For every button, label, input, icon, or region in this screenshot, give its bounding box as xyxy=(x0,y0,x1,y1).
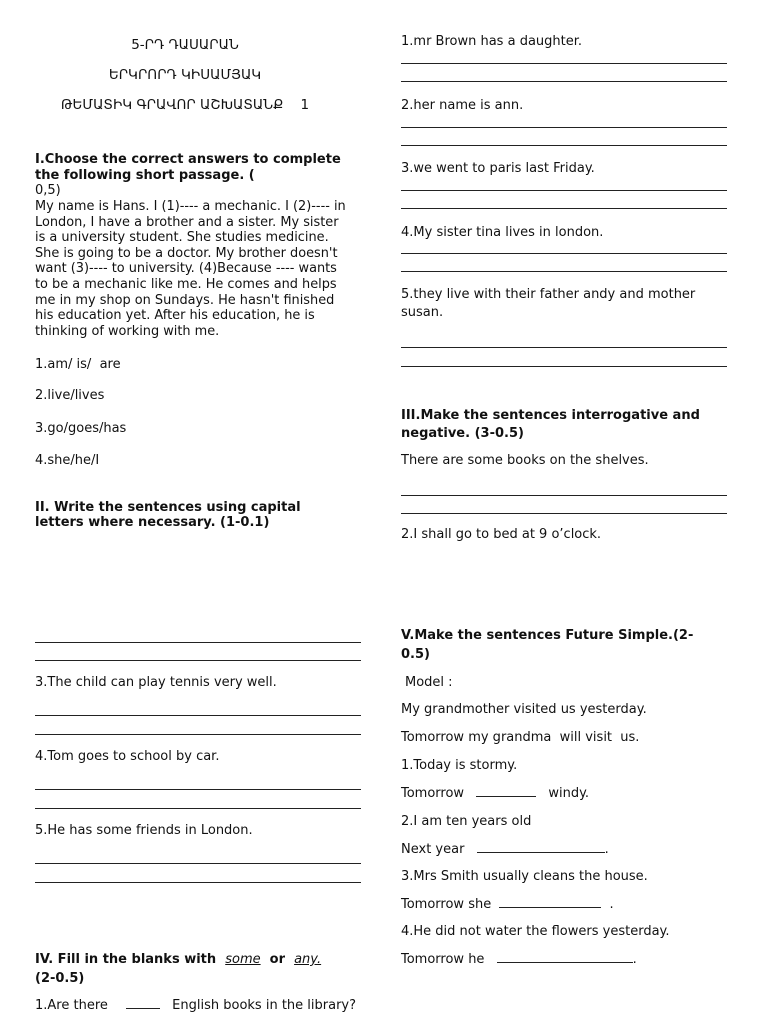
option-2: 2.live/lives xyxy=(35,388,105,403)
model-example-2: Tomorrow my grandma will visit us. xyxy=(401,730,640,745)
answer-line[interactable] xyxy=(401,366,727,367)
a3-prefix: Tomorrow she xyxy=(401,897,492,912)
answer-line[interactable] xyxy=(401,81,727,82)
section5-title-line1: V.Make the sentences Future Simple.(2- xyxy=(401,628,694,643)
section3-title-line2: negative. (3-0.5) xyxy=(401,426,524,441)
section2-item-1: 1.mr Brown has a daughter. xyxy=(401,34,583,49)
section5-q4: 4.He did not water the flowers yesterday. xyxy=(401,924,670,939)
word-any: any. xyxy=(294,952,322,967)
section3-item-2: 2.I shall go to bed at 9 o’clock. xyxy=(401,527,602,542)
a2-prefix: Next year xyxy=(401,842,465,857)
answer-line[interactable] xyxy=(401,271,727,272)
answer-line[interactable] xyxy=(401,495,727,496)
answer-line[interactable] xyxy=(35,734,361,735)
answer-line[interactable] xyxy=(35,789,361,790)
section4-title xyxy=(35,952,335,967)
passage-line: London, I have a brother and a sister. My sister xyxy=(35,214,339,230)
section5-a2 xyxy=(401,842,609,857)
section4-points: (2-0.5) xyxy=(35,971,85,986)
header-grade: 5-ՐԴ ԴԱՍԱՐԱՆ xyxy=(131,37,239,53)
a1-prefix: Tomorrow xyxy=(401,786,465,801)
section5-q1: 1.Today is stormy. xyxy=(401,758,518,773)
word-or: or xyxy=(269,952,286,967)
option-4: 4.she/he/I xyxy=(35,453,100,468)
answer-line[interactable] xyxy=(401,190,727,191)
passage-line: to be a mechanic like me. He comes and helps xyxy=(35,276,337,292)
answer-line[interactable] xyxy=(35,642,361,643)
answer-line[interactable] xyxy=(35,808,361,809)
answer-line[interactable] xyxy=(401,127,727,128)
section3-item-1: There are some books on the shelves. xyxy=(401,453,649,468)
passage-line: me in my shop on Sundays. He hasn't finished xyxy=(35,292,335,308)
answer-line[interactable] xyxy=(401,347,727,348)
section2-item-4: 4.Tom goes to school by car. xyxy=(35,749,220,764)
word-some: some xyxy=(225,952,261,967)
passage-line: She is going to be a doctor. My brother doesn't xyxy=(35,245,338,261)
section5-q2: 2.I am ten years old xyxy=(401,814,532,829)
section3-title-line1: III.Make the sentences interrogative and xyxy=(401,408,700,423)
section5-a3 xyxy=(401,897,614,912)
passage-line: want (3)---- to university. (4)Because ---- wants xyxy=(35,261,337,277)
answer-line[interactable] xyxy=(401,145,727,146)
section2-title-line1: II. Write the sentences using capital xyxy=(35,500,301,515)
section2-item-3: 3.The child can play tennis very well. xyxy=(35,675,277,690)
model-label: Model : xyxy=(405,675,453,690)
fill-blank[interactable] xyxy=(497,952,633,963)
passage-line: My name is Hans. I (1)---- a mechanic. I (2)---- in xyxy=(35,199,346,214)
section5-a1 xyxy=(401,786,589,801)
answer-line[interactable] xyxy=(401,513,727,514)
a4-prefix: Tomorrow he xyxy=(401,952,485,967)
section1-title-line1: I.Choose the correct answers to complete xyxy=(35,152,341,167)
section2-item-5: 5.He has some friends in London. xyxy=(35,823,253,838)
passage-line: is a university student. She studies medicine. xyxy=(35,230,329,246)
a4-suffix: . xyxy=(632,952,637,967)
section2-item-5r: 5.they live with their father andy and mother xyxy=(401,287,696,302)
option-1: 1.am/ is/ are xyxy=(35,357,121,372)
section1-points: 0,5) xyxy=(35,183,61,198)
fill-blank[interactable] xyxy=(477,842,605,853)
fill-blank[interactable] xyxy=(476,786,536,797)
section5-a4 xyxy=(401,952,637,967)
section2-item-3r: 3.we went to paris last Friday. xyxy=(401,161,595,176)
item1-part-a: 1.Are there xyxy=(35,998,108,1013)
section2-item-5r-cont: susan. xyxy=(401,305,444,320)
fill-blank[interactable] xyxy=(499,897,601,908)
section1-passage xyxy=(35,199,365,339)
section5-q3: 3.Mrs Smith usually cleans the house. xyxy=(401,869,648,884)
model-example-1: My grandmother visited us yesterday. xyxy=(401,702,647,717)
answer-line[interactable] xyxy=(401,63,727,64)
item1-part-b: English books in the library? xyxy=(172,998,357,1013)
a1-suffix: windy. xyxy=(548,786,590,801)
answer-line[interactable] xyxy=(401,253,727,254)
answer-line[interactable] xyxy=(35,882,361,883)
option-3: 3.go/goes/has xyxy=(35,421,127,436)
answer-line[interactable] xyxy=(35,863,361,864)
passage-line: thinking of working with me. xyxy=(35,323,220,339)
section2-item-2: 2.her name is ann. xyxy=(401,98,524,113)
section4-item-1 xyxy=(35,998,356,1013)
answer-line[interactable] xyxy=(35,660,361,661)
section1-title-line2: the following short passage. ( xyxy=(35,168,255,183)
section4-title-prefix: IV. Fill in the blanks with xyxy=(35,952,217,967)
fill-blank[interactable] xyxy=(126,998,160,1009)
answer-line[interactable] xyxy=(35,715,361,716)
header-title: ԹԵՄԱՏԻԿ ԳՐԱՎՈՐ ԱՇԽԱՏԱՆՔ 1 xyxy=(60,97,310,113)
passage-line: his education yet. After his education, he is xyxy=(35,308,315,324)
header-semester: ԵՐԿՐՈՐԴ ԿԻՍԱՄՅԱԿ xyxy=(108,67,262,83)
answer-line[interactable] xyxy=(401,208,727,209)
section5-title-line2: 0.5) xyxy=(401,647,430,662)
section2-title-line2: letters where necessary. (1-0.1) xyxy=(35,515,270,530)
a3-suffix: . xyxy=(609,897,614,912)
a2-suffix: . xyxy=(604,842,609,857)
section2-item-4r: 4.My sister tina lives in london. xyxy=(401,225,604,240)
